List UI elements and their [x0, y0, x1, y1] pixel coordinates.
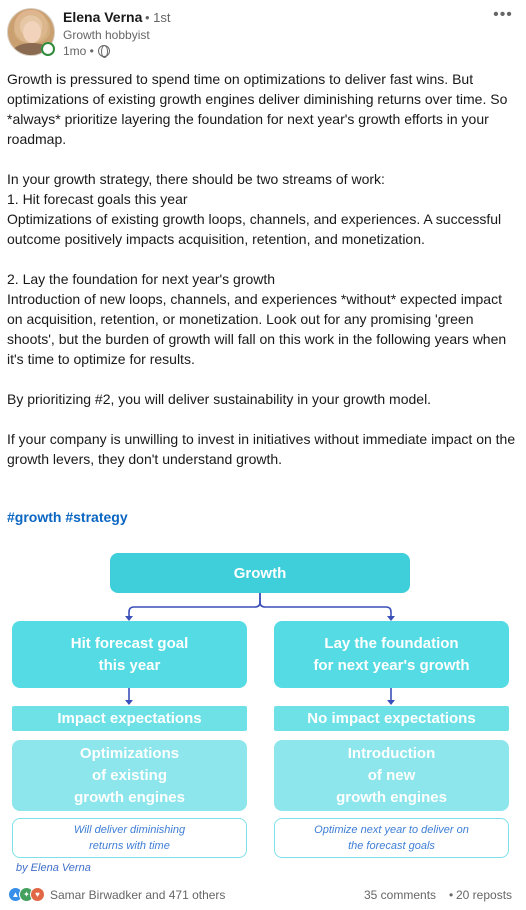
post-paragraph: Growth is pressured to spend time on optimizations to deliver fast wins. But optimizations of existing growth engines deliver diminishing returns over time. So *always* prioritize layering the foundation for next year's growth efforts in your roadmap. [7, 71, 508, 147]
connector-right [260, 593, 391, 618]
reaction-icons[interactable] [8, 887, 41, 902]
reactors-count[interactable]: Samar Birwadker and 471 others [50, 888, 226, 902]
reposts-count[interactable]: 20 reposts [456, 888, 513, 902]
post-paragraph: In your growth strategy, there should be two streams of work: 1. Hit forecast goals this year Optimizations of existing growth loops, channels, and experiences. A successful outcome positively impacts acquisition, retention, and monetization. [7, 171, 502, 247]
post-image-diagram[interactable] [0, 540, 526, 880]
comments-count[interactable]: 35 comments [364, 888, 437, 902]
online-status-icon [41, 42, 55, 56]
diagram-node-optimizations: Optimizations of existing growth engines [12, 740, 247, 811]
avatar-face [23, 21, 41, 43]
more-options-button[interactable]: ••• [493, 6, 513, 23]
arrow-right-2 [387, 700, 395, 705]
footer-separator: • [449, 888, 454, 902]
diagram-note-right: Optimize next year to deliver on the forecast goals [274, 818, 509, 858]
diagram-node-introduction: Introduction of new growth engines [274, 740, 509, 811]
post-timestamp-row [63, 44, 110, 58]
celebrate-reaction-icon: ✦ [19, 887, 34, 902]
diagram-node-no-impact-expectations: No impact expectations [274, 706, 509, 731]
hashtag-growth[interactable]: #growth [7, 509, 62, 525]
author-headline: Growth hobbyist [63, 28, 150, 42]
author-name[interactable]: Elena Verna [63, 9, 143, 25]
diagram-note-left: Will deliver diminishing returns with time [12, 818, 247, 858]
diagram-node-growth: Growth [110, 553, 410, 593]
hashtags [7, 509, 128, 525]
like-reaction-icon: ▲ [8, 887, 23, 902]
globe-icon [98, 45, 110, 57]
post-paragraph: If your company is unwilling to invest in initiatives without immediate impact on the growth levers, they don't understand growth. [7, 431, 516, 467]
love-reaction-icon: ♥ [30, 887, 45, 902]
post-paragraph: By prioritizing #2, you will deliver sustainability in your growth model. [7, 391, 432, 407]
post-paragraph: 2. Lay the foundation for next year's growth Introduction of new loops, channels, and experiences *without* expected impact on acquisition, retention, or monetization. Look out for any promising 'green shoots', but the burden of growth will fall on this work in the following years when it's time to optimize for results. [7, 271, 507, 367]
arrow-left-2 [125, 700, 133, 705]
diagram-node-lay-foundation: Lay the foundation for next year's growth [274, 621, 509, 688]
connector-left [129, 593, 260, 618]
post-header [0, 0, 526, 70]
diagram-node-impact-expectations: Impact expectations [12, 706, 247, 731]
post-body [7, 69, 519, 489]
social-counts-bar [0, 883, 526, 907]
diagram-byline: by Elena Verna [16, 862, 91, 874]
post-timestamp: 1mo • [63, 44, 94, 58]
diagram-node-hit-forecast: Hit forecast goal this year [12, 621, 247, 688]
hashtag-strategy[interactable]: #strategy [65, 509, 128, 525]
connection-degree: • 1st [145, 10, 171, 25]
